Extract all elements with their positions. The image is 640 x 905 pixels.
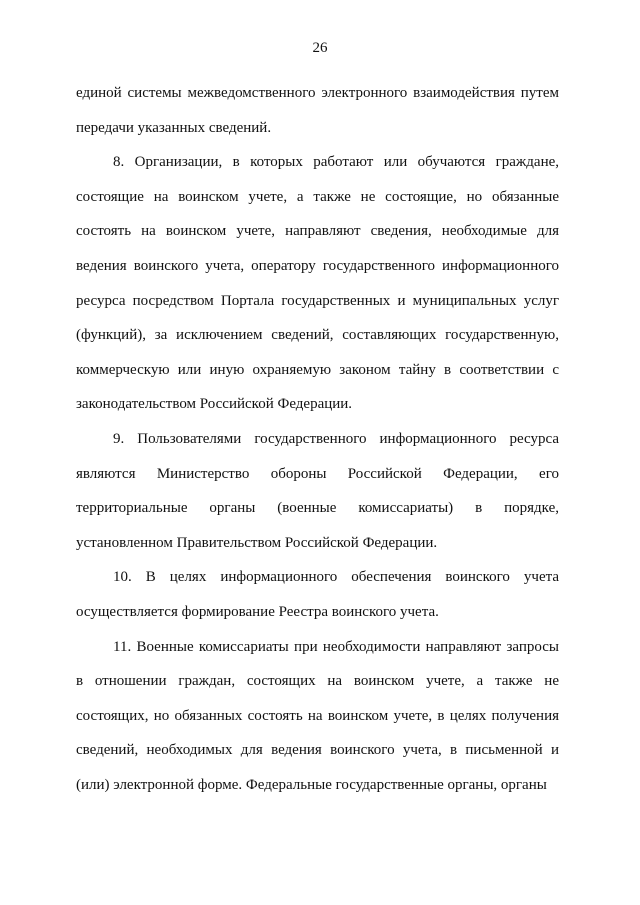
page-number: 26 [312, 40, 328, 56]
document-body [76, 76, 559, 802]
paragraph-item-10: 10. В целях информационного обеспечения воинского учета осуществляется формирование Реестра воинского учета. [76, 569, 559, 620]
paragraph-continuation: единой системы межведомственного электронного взаимодействия путем передачи указанных сведений. [76, 85, 559, 136]
paragraph-item-11: 11. Военные комиссариаты при необходимости направляют запросы в отношении граждан, состоящих на воинском учете, а также не состоящих, но обязанных состоять на воинском учете, в целях получения сведений, необходимых для ведения воинского учета, в письменной и (или) электронной форме. Федеральные государственные органы, органы [76, 638, 559, 793]
paragraph-item-8: 8. Организации, в которых работают или обучаются граждане, состоящие на воинском учете, а также не состоящие, но обязанные состоять на воинском учете, направляют сведения, необходимые для ведения воинского учета, оператору государственного информационного ресурса посредством Портала государственных и муниципальных услуг (функций), за исключением сведений, составляющих государственную, коммерческую или иную охраняемую законом тайну в соответствии с законодательством Российской Федерации. [76, 154, 559, 413]
paragraph-item-9: 9. Пользователями государственного информационного ресурса являются Министерство обороны Российской Федерации, его территориальные органы (военные комиссариаты) в порядке, установленном Правительством Российской Федерации. [76, 430, 559, 551]
